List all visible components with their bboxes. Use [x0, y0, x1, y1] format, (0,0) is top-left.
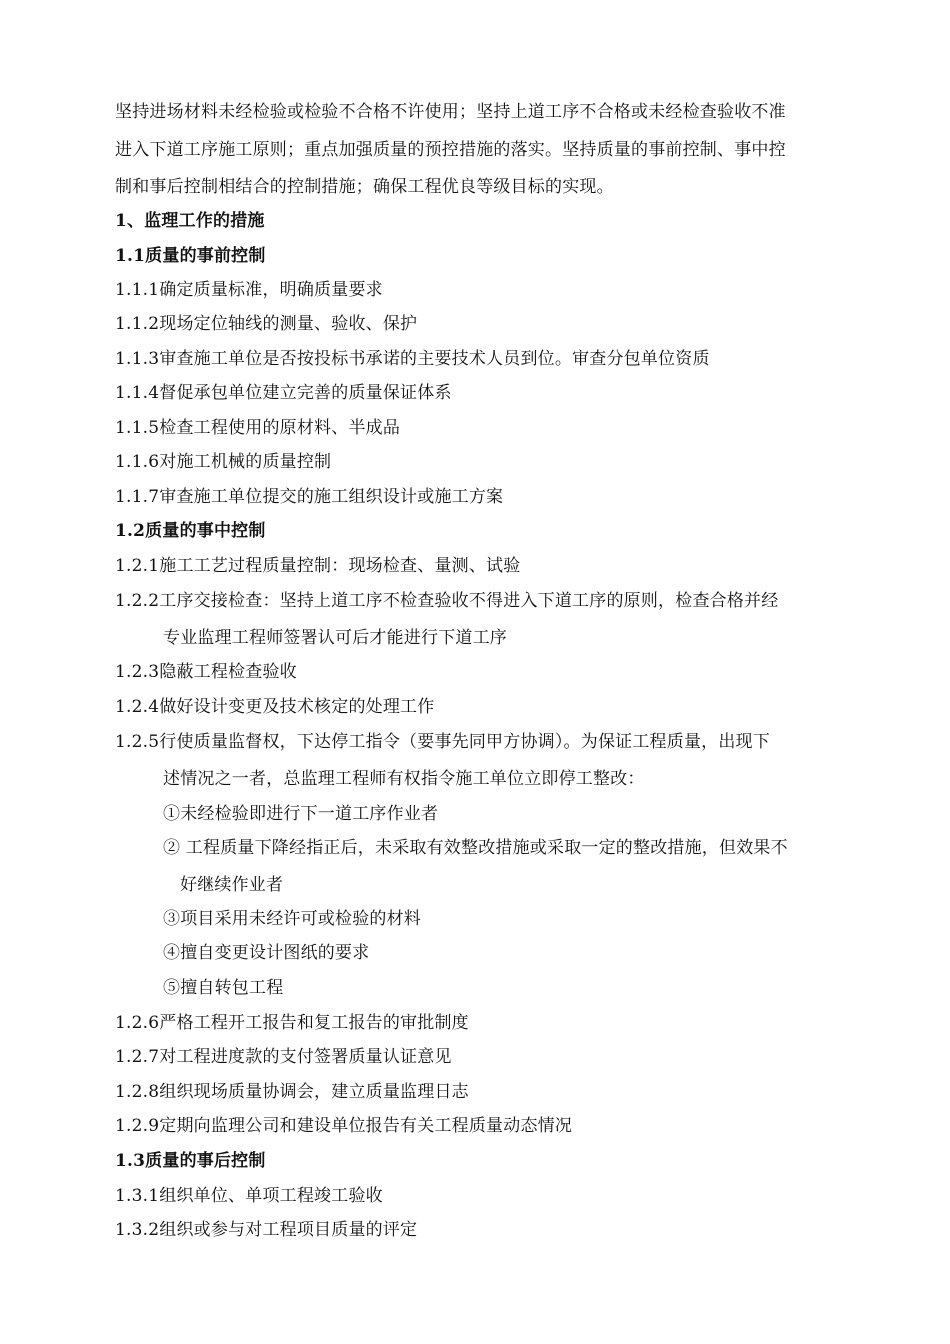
condition-item: ④擅自变更设计图纸的要求	[163, 943, 370, 963]
list-item: 1.2.7对工程进度款的支付签署质量认证意见	[115, 1047, 452, 1067]
condition-item-continuation: 好继续作业者	[180, 875, 284, 895]
section-heading-1-2: 1.2质量的事中控制	[115, 521, 266, 541]
list-item: 1.1.6对施工机械的质量控制	[115, 452, 332, 472]
list-item: 1.2.3隐蔽工程检查验收	[115, 662, 297, 682]
list-item: 1.3.1组织单位、单项工程竣工验收	[115, 1186, 383, 1206]
list-item-continuation: 专业监理工程师签署认可后才能进行下道工序	[163, 628, 507, 648]
condition-item: ⑤擅自转包工程	[163, 978, 284, 998]
list-item: 1.2.5行使质量监督权，下达停工指令（要事先同甲方协调）。为保证工程质量，出现下	[115, 732, 770, 752]
intro-line-3: 制和事后控制相结合的控制措施；确保工程优良等级目标的实现。	[115, 177, 614, 197]
condition-item: ② 工程质量下降经指正后，未采取有效整改措施或采取一定的整改措施，但效果不	[163, 838, 788, 858]
condition-item: ③项目采用未经许可或检验的材料	[163, 909, 421, 929]
section-heading-1: 1、监理工作的措施	[115, 211, 265, 231]
section-heading-1-1: 1.1质量的事前控制	[115, 246, 266, 266]
list-item: 1.2.2工序交接检查：坚持上道工序不检查验收不得进入下道工序的原则，检查合格并经	[115, 591, 779, 611]
list-item: 1.2.8组织现场质量协调会，建立质量监理日志	[115, 1082, 469, 1102]
list-item: 1.1.3审查施工单位是否按投标书承诺的主要技术人员到位。审查分包单位资质	[115, 349, 710, 369]
list-item: 1.1.1确定质量标准，明确质量要求	[115, 280, 383, 300]
list-item: 1.3.2组织或参与对工程项目质量的评定	[115, 1220, 418, 1240]
section-heading-1-3: 1.3质量的事后控制	[115, 1151, 266, 1171]
list-item: 1.1.7审查施工单位提交的施工组织设计或施工方案	[115, 487, 504, 507]
list-item: 1.1.4督促承包单位建立完善的质量保证体系	[115, 383, 452, 403]
list-item: 1.1.5检查工程使用的原材料、半成品	[115, 418, 401, 438]
list-item: 1.2.4做好设计变更及技术核定的处理工作	[115, 697, 435, 717]
intro-line-1: 坚持进场材料未经检验或检验不合格不许使用；坚持上道工序不合格或未经检查验收不准	[115, 102, 786, 122]
intro-line-2: 进入下道工序施工原则；重点加强质量的预控措施的落实。坚持质量的事前控制、事中控	[115, 140, 786, 160]
list-item: 1.2.1施工工艺过程质量控制：现场检查、量测、试验	[115, 556, 521, 576]
list-item: 1.1.2现场定位轴线的测量、验收、保护	[115, 314, 418, 334]
list-item: 1.2.9定期向监理公司和建设单位报告有关工程质量动态情况	[115, 1116, 573, 1136]
list-item: 1.2.6严格工程开工报告和复工报告的审批制度	[115, 1013, 469, 1033]
list-item-continuation: 述情况之一者，总监理工程师有权指令施工单位立即停工整改：	[163, 769, 645, 789]
condition-item: ①未经检验即进行下一道工序作业者	[163, 804, 439, 824]
